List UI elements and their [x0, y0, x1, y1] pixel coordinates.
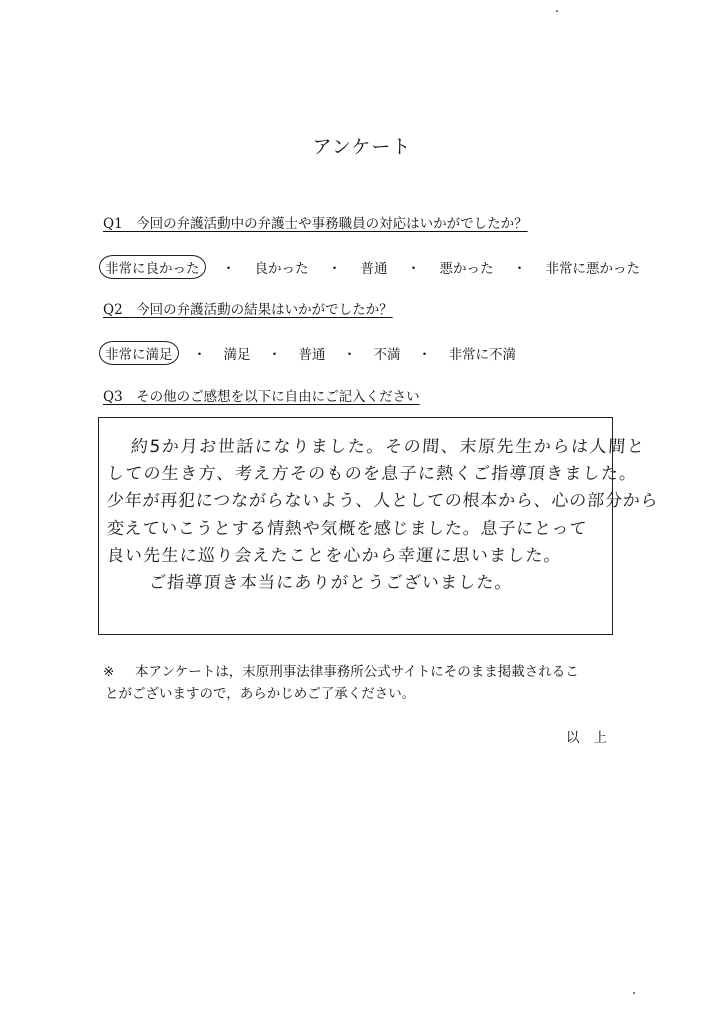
- free-answer-box[interactable]: [98, 417, 659, 635]
- publication-note: [103, 661, 613, 705]
- question-3: Q3 その他のご感想を以下に自由にご記入ください: [103, 389, 420, 405]
- q2-option-very-dissatisfied[interactable]: 非常に不満: [448, 347, 516, 363]
- q1-option-very-bad[interactable]: 非常に悪かった: [545, 261, 640, 277]
- note-line-1: 本アンケートは，末原刑事法律事務所公式サイトにそのまま掲載されるこ: [135, 664, 579, 680]
- note-line-2: とがございますので，あらかじめご了承ください。: [105, 686, 416, 702]
- separator-dot: ・: [327, 261, 342, 277]
- page-title: アンケート: [312, 136, 412, 158]
- closing-mark: 以上: [566, 730, 621, 746]
- separator-dot: ・: [221, 261, 236, 277]
- handwritten-line: 少年が再犯につながらないよう、人としての根本から、心の部分から: [106, 491, 659, 511]
- q1-option-good[interactable]: 良かった: [254, 261, 309, 277]
- handwritten-line: 変えていこうとする情熱や気概を感じました。息子にとって: [106, 519, 588, 539]
- handwritten-line: しての生き方、考え方そのものを息子に熱くご指導頂きました。: [106, 464, 639, 484]
- question-2: Q2 今回の弁護活動の結果はいかがでしたか？: [103, 302, 393, 318]
- question-2-options: [103, 341, 519, 365]
- q1-option-bad[interactable]: 悪かった: [439, 261, 494, 277]
- separator-dot: ・: [512, 261, 527, 277]
- q2-option-dissatisfied[interactable]: 不満: [373, 347, 401, 363]
- scan-speck: [556, 10, 558, 12]
- q2-option-satisfied[interactable]: 満足: [223, 347, 251, 363]
- separator-dot: ・: [417, 347, 432, 363]
- scan-speck: [633, 992, 635, 994]
- handwritten-line: 良い先生に巡り会えたことを心から幸運に思いました。: [106, 546, 563, 566]
- q1-option-very-good-circled[interactable]: 非常に良かった: [99, 255, 206, 279]
- separator-dot: ・: [267, 347, 282, 363]
- separator-dot: ・: [192, 347, 207, 363]
- question-1-options: [103, 255, 643, 279]
- handwritten-line: ご指導頂き本当にありがとうございました。: [148, 573, 514, 593]
- q1-option-normal[interactable]: 普通: [360, 261, 388, 277]
- separator-dot: ・: [406, 261, 421, 277]
- separator-dot: ・: [342, 347, 357, 363]
- q2-option-normal[interactable]: 普通: [298, 347, 326, 363]
- question-1: Q1 今回の弁護活動中の弁護士や事務職員の対応はいかがでしたか？: [103, 216, 528, 232]
- q2-option-very-satisfied-circled[interactable]: 非常に満足: [99, 341, 179, 365]
- handwritten-line: 約5か月お世話になりました。その間、末原先生からは人間と: [130, 437, 647, 457]
- note-mark: ※: [103, 664, 115, 680]
